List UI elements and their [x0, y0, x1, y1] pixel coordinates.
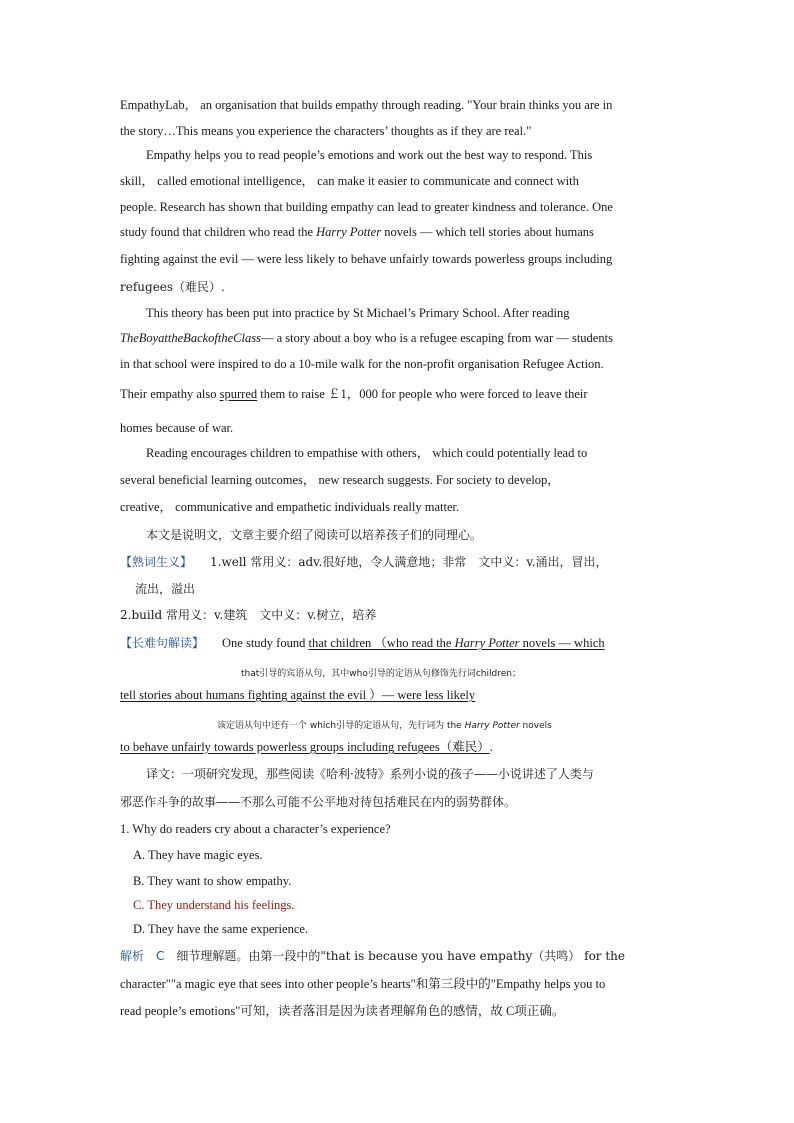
passage-line: in that school were inspired to do a 10-mile walk for the non-profit organisation Refugee Action. — [120, 357, 604, 371]
option-b: B. They want to show empathy. — [133, 874, 292, 888]
sentence-text: novels — which — [519, 636, 605, 650]
passage-line: people. Research has shown that building empathy can lead to greater kindness and tolerance. One — [120, 200, 613, 214]
long-sentence-label: 【长难句解读】 — [120, 636, 205, 650]
passage-text: — a story about a boy who is a refugee escaping from war — students — [260, 331, 613, 345]
underlined-clause: to behave unfairly towards powerless groups including refugees（难民） — [120, 740, 490, 754]
passage-line: Reading encourages children to empathise with others， which could potentially lead to — [146, 446, 588, 460]
analysis-label: 解析 — [120, 949, 145, 963]
passage-line — [120, 223, 594, 241]
underlined-clause — [308, 636, 604, 650]
sentence-text: that children （who read the — [308, 636, 455, 650]
vocab-line: 流出，溢出 — [135, 582, 196, 596]
passage-line: This theory has been put into practice by St Michael’s Primary School. After reading — [146, 306, 570, 320]
summary: 本文是说明文，文章主要介绍了阅读可以培养孩子们的同理心。 — [146, 528, 483, 542]
underlined-word: spurred — [219, 387, 258, 401]
analysis-text: 细节理解题。由第一段中的"that is because you have empathy（共鸣） for the — [176, 949, 625, 963]
option-c-correct: C. They understand his feelings. — [133, 898, 295, 912]
book-title: Harry Potter — [316, 225, 382, 239]
passage-text: Their empathy also — [120, 387, 220, 401]
passage-text: them to raise ￡1，000 for people who were forced to leave their — [257, 387, 588, 401]
long-sentence-line — [120, 634, 605, 652]
passage-line: homes because of war. — [120, 421, 234, 435]
vocab-label: 【熟词生义】 — [120, 555, 193, 569]
passage-line: fighting against the evil — were less likely to behave unfairly towards powerless groups including — [120, 252, 613, 266]
question-stem: 1. Why do readers cry about a character’s experience? — [120, 822, 391, 836]
note-text: 该定语从句中还有一个 which引导的定语从句，先行词为 the — [217, 721, 465, 731]
passage-line: skill， called emotional intelligence， can make it easier to communicate and connect with — [120, 174, 579, 188]
analysis-line — [120, 947, 625, 965]
analysis-answer: C — [156, 949, 165, 963]
passage-line — [120, 385, 588, 403]
passage-line: Empathy helps you to read people’s emotions and work out the best way to respond. This — [146, 148, 593, 162]
underlined-clause: tell stories about humans fighting against the evil ）— were less likely — [120, 688, 476, 702]
book-title: Harry Potter — [454, 636, 520, 650]
option-a: A. They have magic eyes. — [133, 848, 263, 862]
translation-line: 邪恶作斗争的故事——不那么可能不公平地对待包括难民在内的弱势群体。 — [120, 795, 517, 809]
sentence-text: One study found — [222, 636, 309, 650]
vocab-line: 2.build 常用义：v.建筑 文中义：v.树立，培养 — [120, 608, 377, 622]
note-text: novels — [519, 721, 552, 731]
passage-line — [120, 329, 613, 347]
passage-line: refugees（难民）. — [120, 280, 225, 294]
analysis-line: character""a magic eye that sees into other people’s hearts"和第三段中的"Empathy helps you to — [120, 977, 606, 991]
grammar-note: that引导的宾语从句，其中who引导的定语从句修饰先行词children； — [241, 669, 521, 679]
option-d: D. They have the same experience. — [133, 922, 309, 936]
passage-line: EmpathyLab， an organisation that builds empathy through reading. "Your brain thinks you are in — [120, 98, 613, 112]
passage-text: study found that children who read the — [120, 225, 317, 239]
passage-line: creative， communicative and empathetic individuals really matter. — [120, 500, 460, 514]
book-title: Harry Potter — [464, 721, 520, 731]
grammar-note — [217, 718, 552, 731]
book-title: TheBoyattheBackoftheClass — [120, 331, 261, 345]
analysis-line: read people’s emotions"可知，读者落泪是因为读者理解角色的感情，故 C项正确。 — [120, 1004, 565, 1018]
vocab-item: 1.well 常用义：adv.很好地，令人满意地；非常 文中义：v.涌出，冒出， — [210, 555, 608, 569]
passage-line: the story…This means you experience the characters’ thoughts as if they are real." — [120, 124, 532, 138]
vocab-line — [120, 553, 608, 571]
passage-text: novels — which tell stories about humans — [381, 225, 594, 239]
long-sentence-line — [120, 738, 493, 756]
translation-line: 译文：一项研究发现，那些阅读《哈利·波特》系列小说的孩子——小说讲述了人类与 — [146, 767, 594, 781]
sentence-text: . — [489, 740, 493, 754]
passage-line: several beneficial learning outcomes， new research suggests. For society to develop， — [120, 473, 560, 487]
